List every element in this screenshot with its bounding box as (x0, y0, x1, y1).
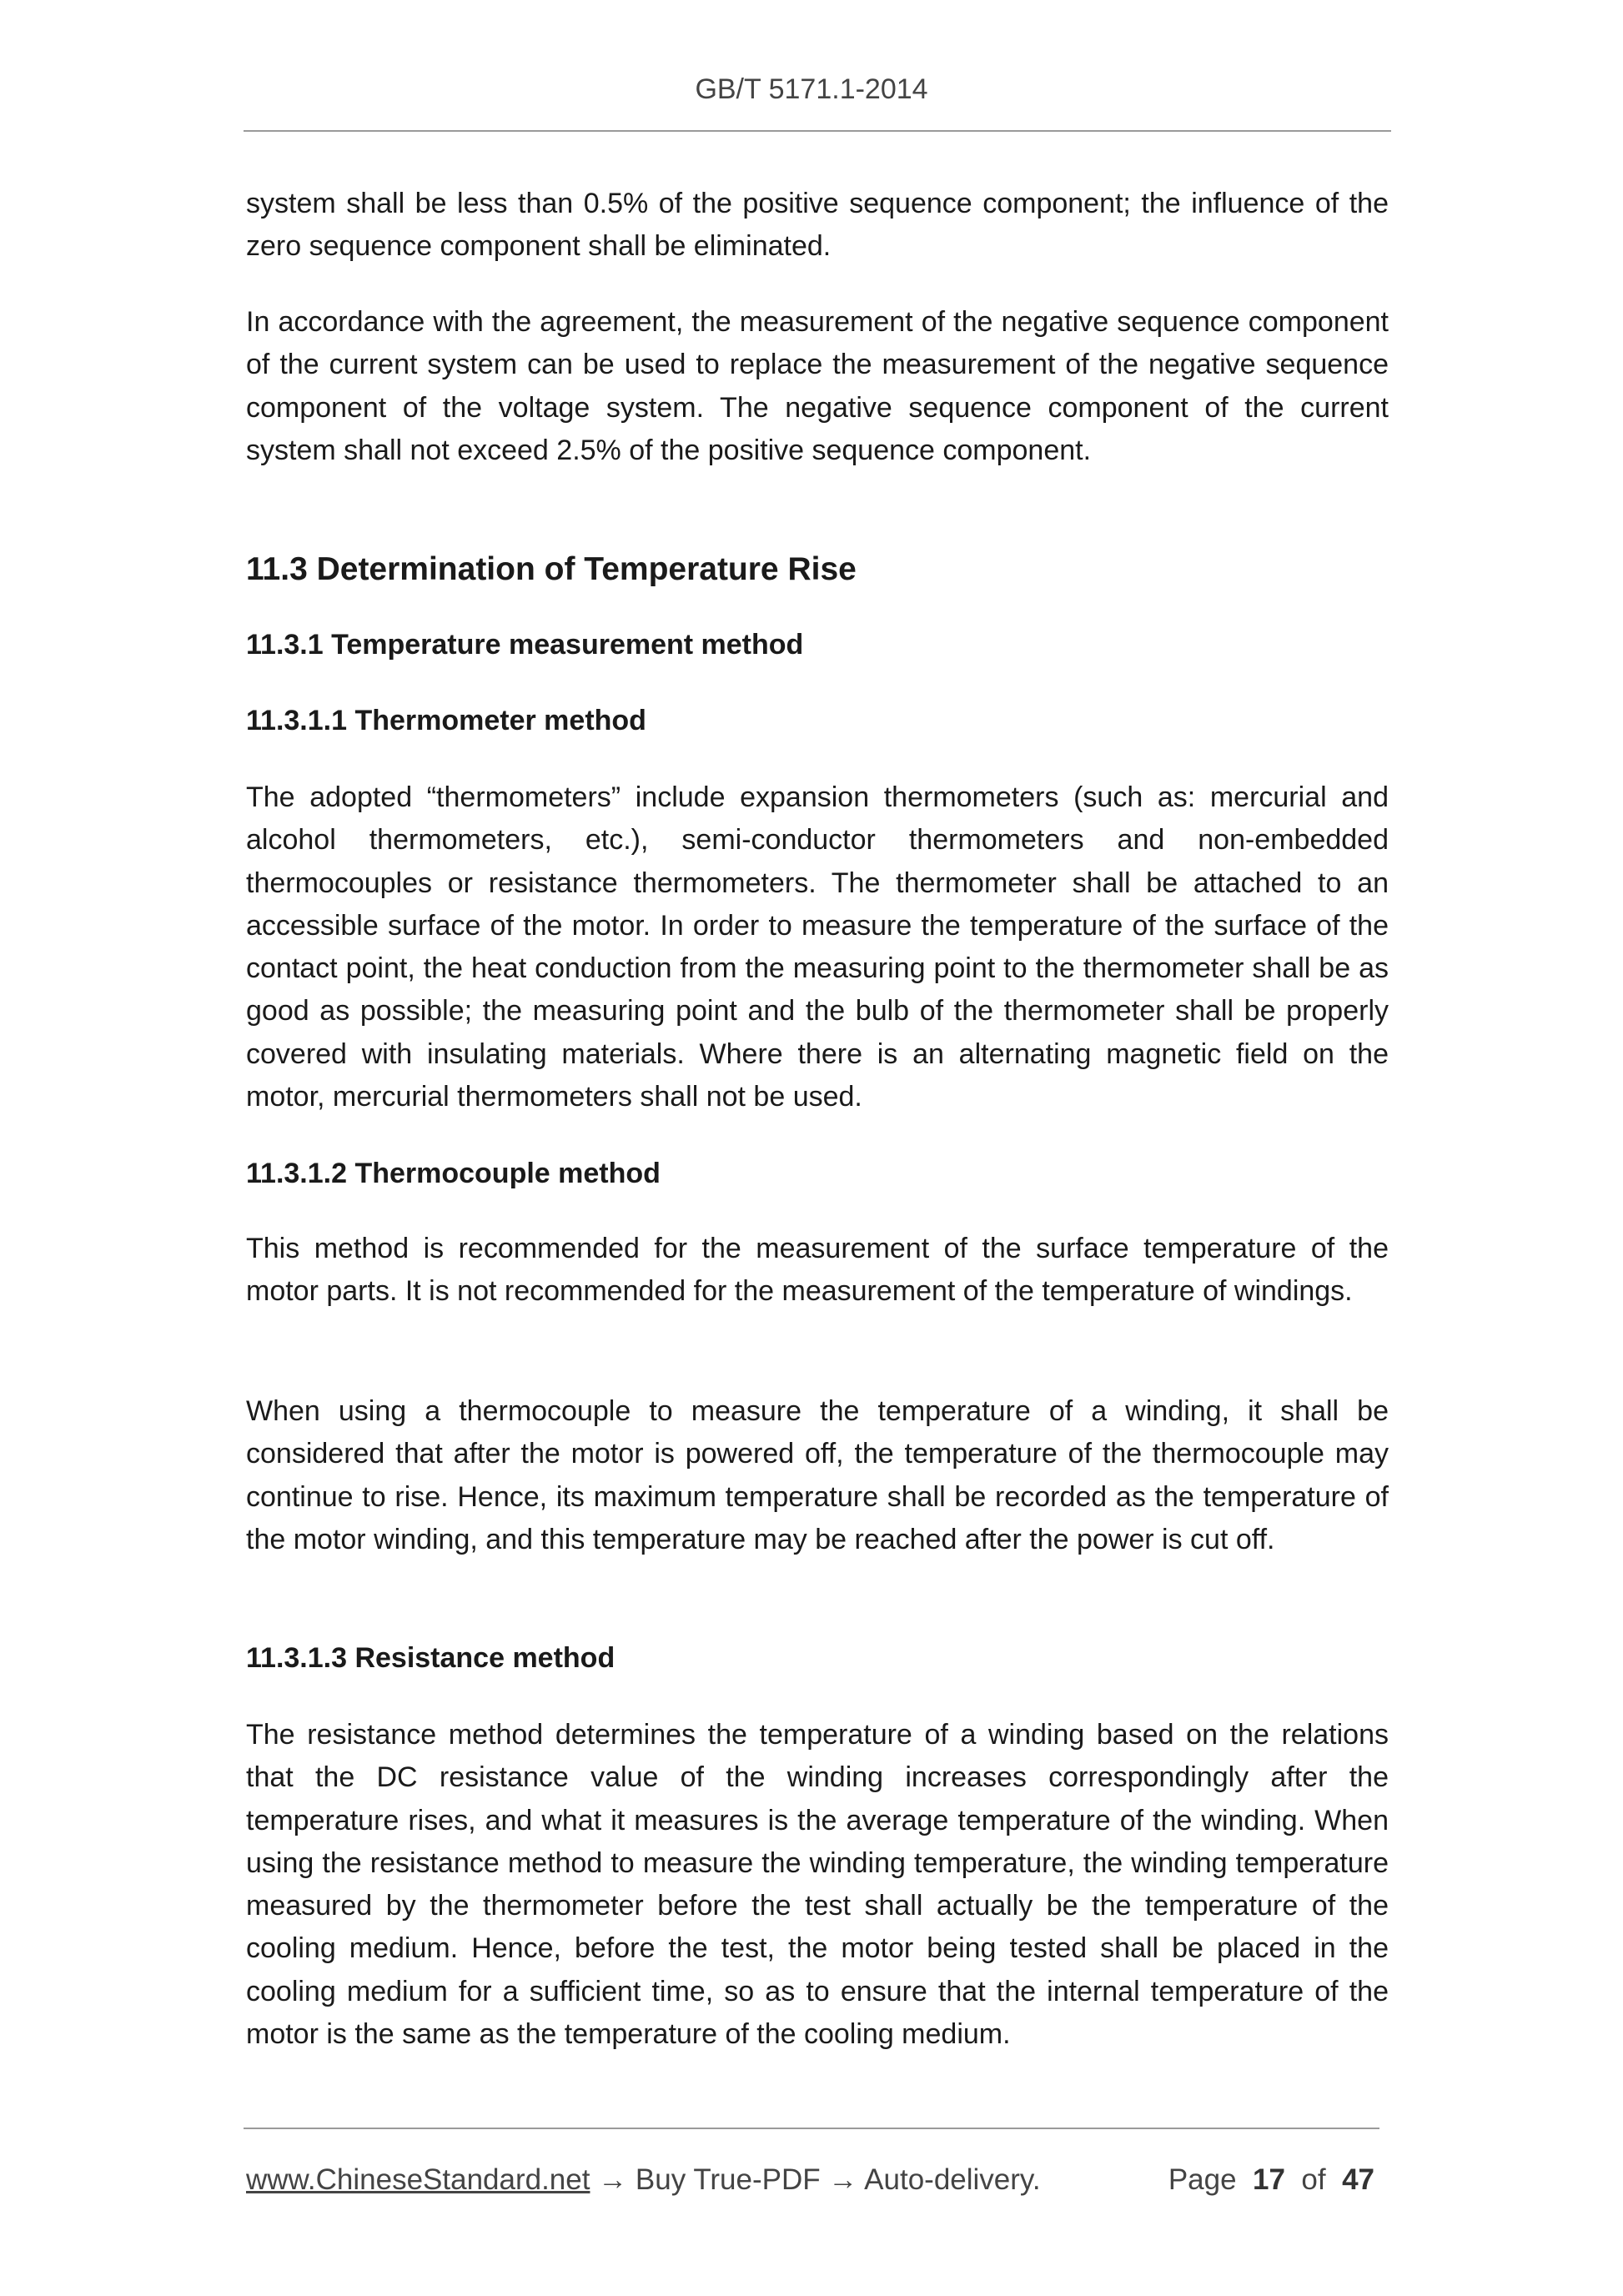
page-label: Page (1168, 2163, 1237, 2196)
paragraph: In accordance with the agreement, the measurement of the negative sequence component of the current system can be used to replace the measurement of the negative sequence component of the voltage system. The negative sequence component of the current system shall not exceed 2.5% of the positive sequence component. (246, 306, 1389, 466)
footer-tagline: → Buy True-PDF → Auto-delivery. (590, 2163, 1041, 2196)
current-page: 17 (1253, 2163, 1285, 2196)
of-label: of (1301, 2163, 1326, 2196)
footer-divider (244, 2128, 1379, 2129)
website-link[interactable]: www.ChineseStandard.net (246, 2163, 590, 2196)
footer-promo (246, 2162, 1041, 2198)
paragraph: The resistance method determines the temperature of a winding based on the relations that the DC resistance value of the winding increases correspondingly after the temperature rises, and what it measures is the average temperature of the winding. When using the resistance method to measure the winding temperature, the winding temperature measured by the thermometer before the test shall actually be the temperature of the cooling medium. Hence, before the test, the motor being tested shall be placed in the cooling medium for a sufficient time, so as to ensure that the internal temperature of the motor is the same as the temperature of the cooling medium. (246, 1719, 1389, 2051)
paragraph: This method is recommended for the measurement of the surface temperature of the motor parts. It is not recommended for the measurement of the temperature of windings. (246, 1233, 1389, 1308)
paragraph: The adopted “thermometers” include expansion thermometers (such as: mercurial and alcohol thermometers, etc.), semi-conductor thermometers and non-embedded thermocouples or resistance thermometers. The thermometer shall be attached to an accessible surface of the motor. In order to measure the temperature of the surface of the contact point, the heat conduction from the measuring point to the thermometer shall be as good as possible; the measuring point and the bulb of the thermometer shall be properly covered with insulating materials. Where there is an alternating magnetic field on the motor, mercurial thermometers shall not be used. (246, 781, 1389, 1113)
subsection-heading: 11.3.1.2 Thermocouple method (246, 1158, 661, 1189)
subsection-heading: 11.3.1 Temperature measurement method (246, 629, 804, 661)
page-indicator (1168, 2162, 1374, 2198)
paragraph: When using a thermocouple to measure the temperature of a winding, it shall be considered that after the motor is powered off, the temperature of the thermocouple may continue to rise. Hence, its maximum temperature shall be recorded as the temperature of the motor winding, and this temperature may be reached after the power is cut off. (246, 1395, 1389, 1555)
section-heading: 11.3 Determination of Temperature Rise (246, 551, 857, 587)
document-header: GB/T 5171.1-2014 (695, 73, 928, 105)
subsection-heading: 11.3.1.1 Thermometer method (246, 705, 646, 736)
header-divider (244, 130, 1391, 132)
subsection-heading: 11.3.1.3 Resistance method (246, 1642, 616, 1674)
paragraph: system shall be less than 0.5% of the positive sequence component; the influence of the zero sequence component shall be eliminated. (246, 188, 1389, 263)
total-pages: 47 (1342, 2163, 1374, 2196)
